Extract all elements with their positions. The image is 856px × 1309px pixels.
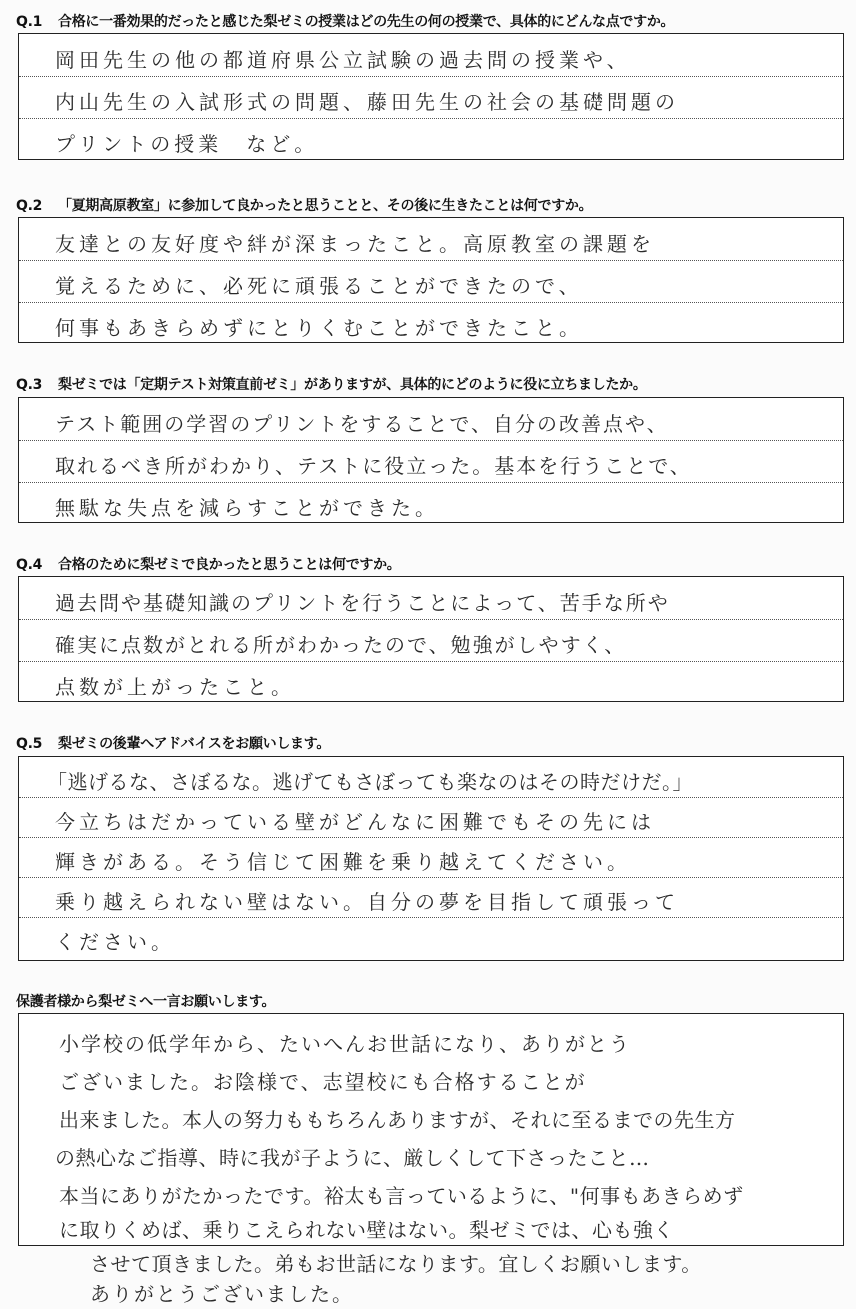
ruled-line [19, 482, 843, 483]
answer-line: 輝きがある。そう信じて困難を乗り越えてください。 [55, 850, 631, 874]
answer-line: 何事もあきらめずにとりくむことができたこと。 [55, 316, 583, 340]
answer-box-3 [18, 397, 844, 523]
answer-line: 内山先生の入試形式の問題、藤田先生の社会の基礎問題の [55, 90, 679, 114]
answer-line: 「逃げるな、さぼるな。逃げてもさぼっても楽なのはその時だけだ。」 [47, 770, 693, 794]
comment-line: の熱心なご指導、時に我が子ように、厳しくして下さったこと… [55, 1146, 650, 1170]
comment-overflow-line: させて頂きました。弟もお世話になります。宜しくお願いします。 [90, 1252, 702, 1276]
ruled-line [19, 302, 843, 303]
question-text: 「夏期高原教室」に参加して良かったと思うことと、その後に生きたことは何ですか。 [58, 198, 593, 214]
ruled-line [19, 260, 843, 261]
answer-box-5 [18, 756, 844, 961]
parents-comment-box [18, 1013, 844, 1246]
parents-heading [16, 991, 275, 1011]
question-text: 合格のために梨ゼミで良かったと思うことは何ですか。 [58, 557, 401, 573]
ruled-line [19, 440, 843, 441]
answer-line: 無駄な失点を減らすことができた。 [55, 496, 439, 520]
ruled-line [19, 76, 843, 77]
question-number: Q.4 [16, 557, 43, 573]
answer-line: 乗り越えられない壁はない。自分の夢を目指して頑張って [55, 890, 679, 914]
answer-line: ください。 [55, 930, 175, 954]
answer-line: 取れるべき所がわかり、テストに役立った。基本を行うことで、 [55, 454, 692, 478]
comment-overflow-line: ありがとうございました。 [90, 1282, 354, 1306]
ruled-line [19, 118, 843, 119]
ruled-line [19, 797, 843, 798]
answer-box-1 [18, 33, 844, 160]
question-text: 保護者様から梨ゼミへ一言お願いします。 [16, 994, 276, 1010]
ruled-line [19, 619, 843, 620]
answer-line: 岡田先生の他の都道府県公立試験の過去問の授業や、 [55, 48, 631, 72]
answer-line: 過去問や基礎知識のプリントを行うことによって、苦手な所や [55, 591, 670, 615]
question-5 [16, 733, 330, 753]
comment-line: 小学校の低学年から、たいへんお世話になり、ありがとう [59, 1032, 631, 1056]
answer-box-4 [18, 576, 844, 702]
comment-line: 出来ました。本人の努力ももちろんありますが、それに至るまでの先生方 [59, 1108, 736, 1132]
ruled-line [19, 917, 843, 918]
question-2 [16, 195, 592, 215]
answer-line: 確実に点数がとれる所がわかったので、勉強がしやすく、 [55, 633, 627, 657]
ruled-line [19, 837, 843, 838]
answer-line: プリントの授業 など。 [55, 132, 319, 156]
question-number: Q.5 [16, 736, 43, 752]
question-text: 梨ゼミでは「定期テスト対策直前ゼミ」がありますが、具体的にどのように役に立ちましたか。 [58, 377, 647, 393]
question-number: Q.2 [16, 198, 43, 214]
answer-line: 友達との友好度や絆が深まったこと。高原教室の課題を [55, 232, 655, 256]
answer-line: 今立ちはだかっている壁がどんなに困難でもその先には [55, 810, 655, 834]
question-3 [16, 374, 647, 394]
question-text: 梨ゼミの後輩へアドバイスをお願いします。 [58, 736, 331, 752]
ruled-line [19, 877, 843, 878]
question-4 [16, 554, 401, 574]
question-number: Q.1 [16, 14, 43, 30]
question-1 [16, 11, 674, 31]
ruled-line [19, 661, 843, 662]
comment-line: に取りくめば、乗りこえられない壁はない。梨ゼミでは、心も強く [59, 1218, 674, 1242]
question-number: Q.3 [16, 377, 43, 393]
answer-line: 点数が上がったこと。 [55, 675, 295, 699]
answer-line: テスト範囲の学習のプリントをすることで、自分の改善点や、 [55, 412, 669, 436]
answer-line: 覚えるために、必死に頑張ることができたので、 [55, 274, 583, 298]
comment-line: ございました。お陰様で、志望校にも合格することが [59, 1070, 587, 1094]
question-text: 合格に一番効果的だったと感じた梨ゼミの授業はどの先生の何の授業で、具体的にどんな点ですか。 [58, 14, 675, 30]
comment-line: 本当にありがたかったです。裕太も言っているように、"何事もあきらめず [59, 1184, 744, 1208]
answer-box-2 [18, 217, 844, 343]
